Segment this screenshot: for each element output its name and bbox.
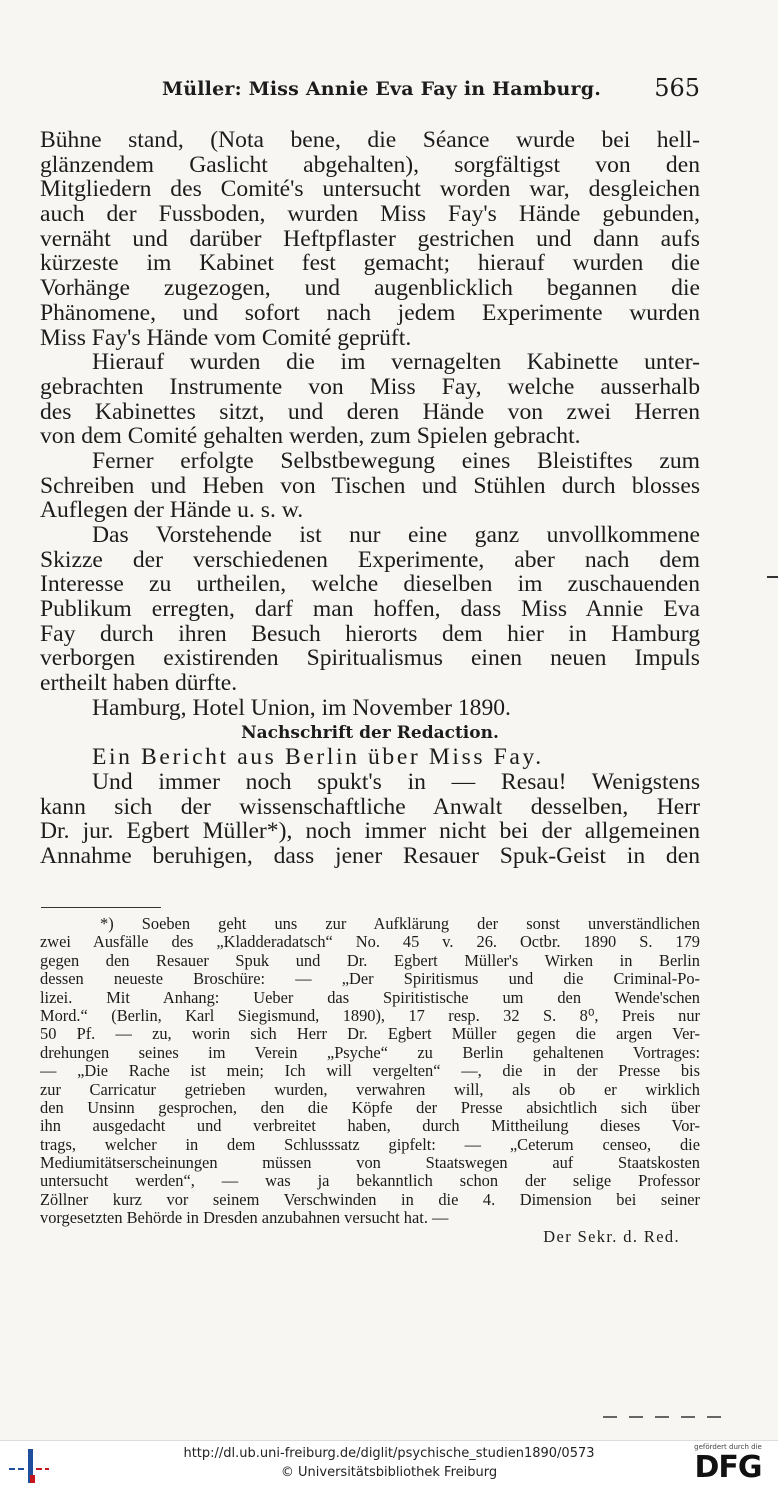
text-line: Schreiben und Heben von Tischen und Stühlen durch blosses	[40, 472, 700, 499]
text-line: Nachschrift der Redaction.	[241, 722, 499, 743]
text-line: verborgen existirenden Spiritualismus einen neuen Impuls	[40, 645, 700, 672]
text-line: Das Vorstehende ist nur eine ganz unvollkommene	[92, 522, 700, 548]
margin-mark	[767, 576, 778, 578]
page-number: 565	[654, 74, 700, 102]
source-url-link[interactable]: http://dl.ub.uni-freiburg.de/diglit/psychische_studien1890/0573	[183, 1446, 595, 1461]
text-line: Und immer noch spukt's in — Resau! Wenigstens	[92, 768, 700, 795]
text-line: Auflegen der Hände u. s. w.	[40, 497, 304, 524]
text-line: gebrachten Instrumente von Miss Fay, welche ausserhalb	[40, 373, 700, 400]
footnote-line: — „Die Rache ist mein; Ich will vergelten“ —, die in der Presse bis	[40, 1061, 700, 1081]
footnote-divider	[41, 907, 161, 908]
text-line: auch der Fussboden, wurden Miss Fay's Hände gebunden,	[40, 201, 700, 228]
text-line: Vorhänge zugezogen, und augenblicklich begannen die	[40, 275, 700, 302]
footnote-line: Der Sekr. d. Red.	[543, 1226, 680, 1246]
text-line: glänzendem Gaslicht abgehalten), sorgfältigst von den	[40, 151, 700, 178]
text-line: Publikum erregten, darf man hoffen, dass Miss Annie Eva	[40, 596, 700, 623]
text-line: Phänomene, und sofort nach jedem Experimente wurden	[40, 299, 700, 326]
footnote-line: 50 Pf. — zu, worin sich Herr Dr. Egbert Müller gegen die argen Ver-	[40, 1024, 700, 1044]
text-line: kann sich der wissenschaftliche Anwalt desselben, Herr	[40, 793, 700, 820]
text-line: Ein Bericht aus Berlin über Miss Fay.	[92, 744, 544, 771]
footnote-line: lizei. Mit Anhang: Ueber das Spiritistische um den Wende'schen	[40, 987, 700, 1007]
text-line: von dem Comité gehalten werden, zum Spielen gebracht.	[40, 423, 581, 450]
footnote	[40, 915, 700, 1246]
footnote-line: ihn ausgedacht und verbreitet haben, durch Mittheilung dieses Vor-	[40, 1116, 700, 1136]
text-line: Dr. jur. Egbert Müller*), noch immer nicht bei der allgemeinen	[40, 818, 700, 845]
text-line: Hamburg, Hotel Union, im November 1890.	[92, 694, 511, 721]
text-line: Hierauf wurden die im vernagelten Kabinette unter-	[92, 349, 700, 376]
footnote-line: vorgesetzten Behörde in Dresden anzubahnen versucht hat. —	[40, 1208, 449, 1228]
copyright-text: © Universitätsbibliothek Freiburg	[280, 1465, 498, 1480]
footnote-line: den Unsinn gesprochen, den die Köpfe der Presse absichtlich sich über	[40, 1097, 700, 1117]
footnote-line: *) Soeben geht uns zur Aufklärung der sonst unverständlichen	[100, 914, 700, 933]
body-text	[40, 128, 700, 869]
text-line: vernäht und darüber Heftpflaster gestrichen und dann aufs	[40, 225, 700, 252]
footnote-line: gegen den Resauer Spuk und Dr. Egbert Müller's Wirken in Berlin	[40, 950, 700, 970]
text-line: kürzeste im Kabinet fest gemacht; hierauf wurden die	[40, 250, 700, 277]
footnote-line: dessen neueste Broschüre: — „Der Spiritismus und die Criminal-Po-	[40, 969, 700, 989]
text-line: Bühne stand, (Nota bene, die Séance wurde bei hell-	[40, 127, 700, 153]
dfg-logo-icon: DFG	[694, 1450, 762, 1485]
text-line: Interesse zu urtheilen, welche dieselben im zuschauenden	[40, 571, 700, 598]
footnote-line: Mord.“ (Berlin, Karl Siegismund, 1890), 17 resp. 32 S. 8⁰, Preis nur	[40, 1005, 700, 1025]
running-header: Müller: Miss Annie Eva Fay in Hamburg.	[162, 78, 602, 100]
text-line: Miss Fay's Hände vom Comité geprüft.	[40, 324, 412, 351]
dfg-note: gefördert durch die	[694, 1443, 762, 1451]
footnote-line: untersucht werden“, — was ja bekanntlich schon der selige Professor	[40, 1171, 700, 1191]
viewer-footer	[0, 1440, 778, 1490]
dfg-funding-badge	[686, 1443, 770, 1487]
footnote-line: Zöllner kurz vor seinem Verschwinden in die 4. Dimension bei seiner	[40, 1189, 700, 1209]
text-line: Ferner erfolgte Selbstbewegung eines Bleistiftes zum	[92, 447, 700, 474]
footnote-line: trags, welcher in dem Schlusssatz gipfelt: — „Ceterum censeo, die	[40, 1134, 700, 1154]
scan-marks	[603, 1416, 733, 1418]
text-line: Fay durch ihren Besuch hierorts dem hier in Hamburg	[40, 620, 700, 647]
footnote-line: zwei Ausfälle des „Kladderadatsch“ No. 45 v. 26. Octbr. 1890 S. 179	[40, 932, 700, 952]
text-line: ertheilt haben dürfte.	[40, 670, 238, 697]
text-line: Skizze der verschiedenen Experimente, aber nach dem	[40, 546, 700, 573]
footnote-line: drehungen seines im Verein „Psyche“ zu Berlin gehaltenen Vortrages:	[40, 1042, 700, 1062]
footnote-line: zur Carricatur getrieben wurden, verwahren will, als ob er wirklich	[40, 1079, 700, 1099]
text-line: Mitgliedern des Comité's untersucht worden war, desgleichen	[40, 176, 700, 203]
text-line: Annahme beruhigen, dass jener Resauer Spuk-Geist in den	[40, 842, 700, 869]
footnote-line: Mediumitätserscheinungen müssen von Staatswegen auf Staatskosten	[40, 1153, 700, 1173]
text-line: des Kabinettes sitzt, und deren Hände von zwei Herren	[40, 398, 700, 425]
